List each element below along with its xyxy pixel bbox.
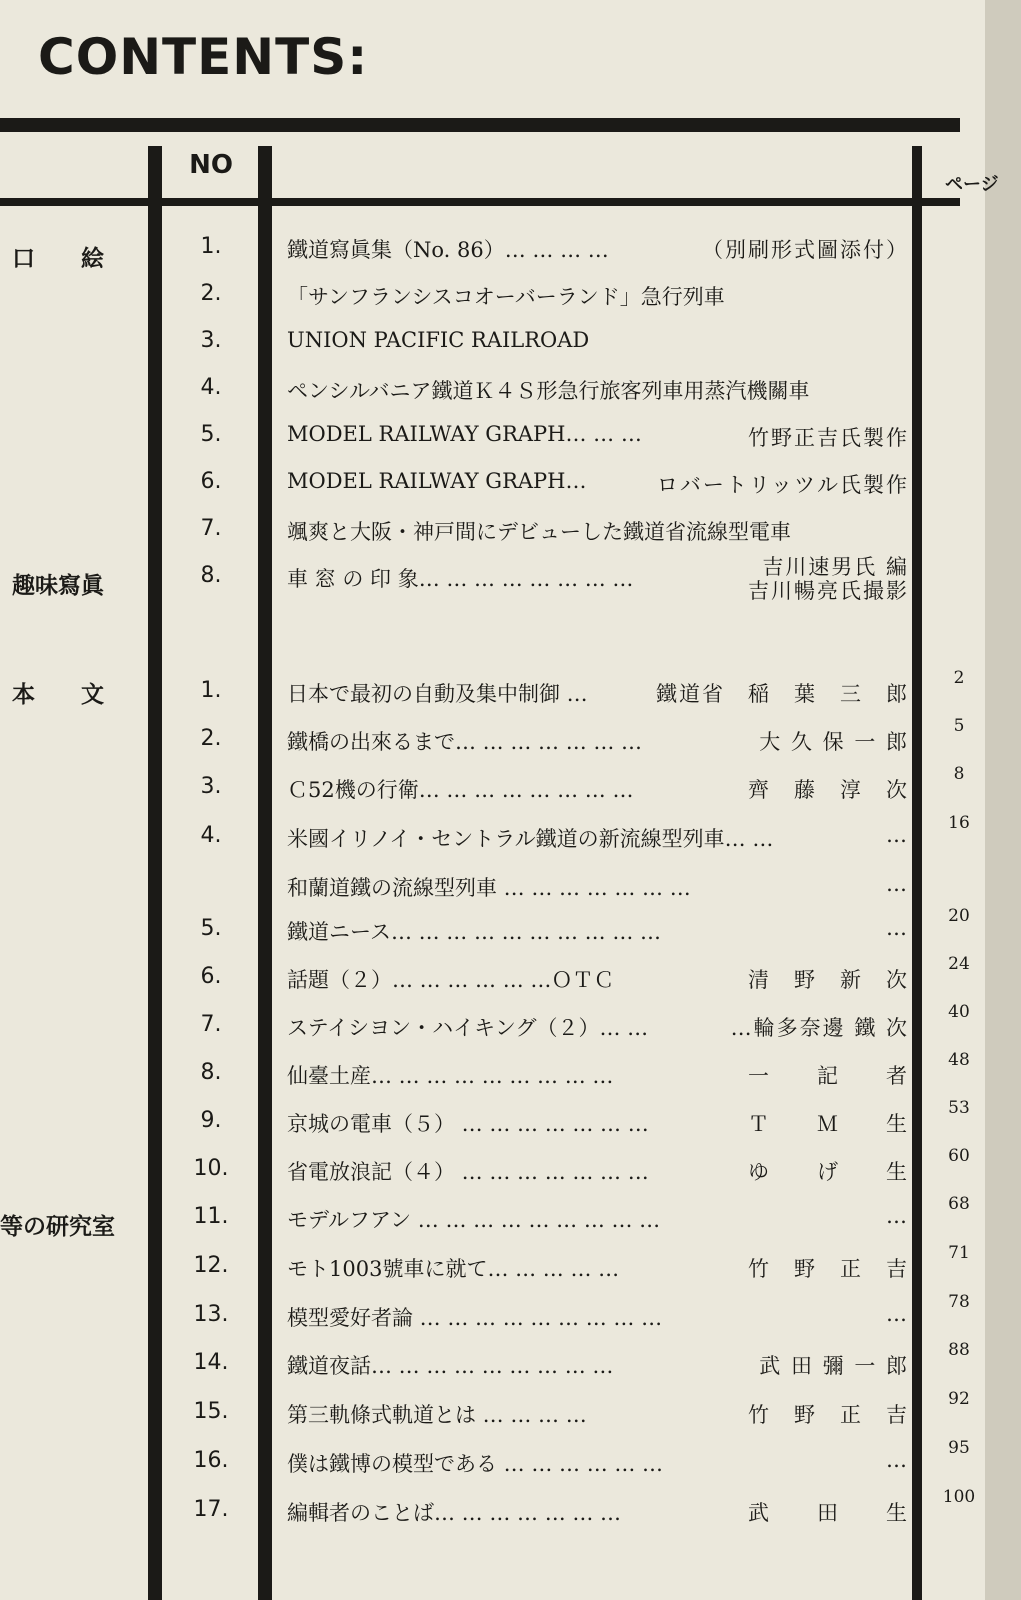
- item-author: 鐵道省 稲 葉 三 郎: [656, 682, 909, 706]
- item-number: 3.: [200, 328, 222, 353]
- item-number: 4.: [200, 375, 222, 400]
- table-row: [0, 1438, 985, 1482]
- item-author: …輪多奈邊 鐵 次: [730, 1016, 909, 1040]
- item-page: 78: [948, 1292, 970, 1312]
- list-item: [0, 510, 985, 550]
- item-author: ロバートリッツル氏製作: [656, 473, 909, 497]
- item-page: 20: [948, 906, 970, 926]
- item-number: 6.: [200, 964, 222, 989]
- item-number: 12.: [193, 1253, 229, 1278]
- item-title: モデルフアン … … … … … … … … …: [287, 1208, 661, 1232]
- item-page: 68: [948, 1194, 970, 1214]
- item-number: 5.: [200, 422, 222, 447]
- item-author: 吉川速男氏 編: [762, 555, 909, 579]
- table-row: [0, 1098, 985, 1142]
- item-title: 編輯者のことば… … … … … … …: [287, 1501, 622, 1525]
- item-title: 話題（２）… … … … … …ＯＴＣ: [287, 968, 615, 992]
- page-title: CONTENTS:: [38, 28, 369, 86]
- table-row: [0, 1002, 985, 1046]
- item-author: 一 記 者: [748, 1064, 909, 1088]
- item-number: 3.: [200, 774, 222, 799]
- section-shumi: 趣味寫眞: [12, 573, 104, 599]
- list-item: [0, 416, 985, 456]
- item-page: 92: [948, 1389, 970, 1409]
- item-title: Ｃ52機の行衛… … … … … … … …: [287, 778, 634, 802]
- item-title: 京城の電車（５） … … … … … … …: [287, 1112, 649, 1136]
- item-page: 95: [948, 1438, 970, 1458]
- item-author: …: [886, 1448, 909, 1472]
- item-number: 16.: [193, 1448, 229, 1473]
- table-row: [0, 906, 985, 950]
- item-title: 車 窓 の 印 象… … … … … … … …: [287, 567, 634, 591]
- item-author: 竹野正吉氏製作: [748, 426, 909, 450]
- table-row: [0, 1194, 985, 1238]
- section-kenkyu: 等の研究室: [0, 1214, 115, 1240]
- list-item: [0, 369, 985, 409]
- item-title: 省電放浪記（４） … … … … … … …: [287, 1160, 649, 1184]
- item-title: 鐵道ニース… … … … … … … … … …: [287, 920, 662, 944]
- header-bottom-rule: [0, 198, 960, 206]
- item-title: 僕は鐵博の模型である … … … … … …: [287, 1452, 664, 1476]
- table-row: [0, 1292, 985, 1336]
- item-number: 7.: [200, 1012, 222, 1037]
- item-page: 100: [942, 1487, 976, 1507]
- section-honbun: 本 文: [12, 682, 104, 708]
- header-no: NO: [189, 150, 233, 180]
- item-author: …: [886, 1204, 909, 1228]
- item-author: 武 田 彌 一 郎: [759, 1354, 909, 1378]
- table-row: [0, 866, 985, 906]
- table-row: [0, 1389, 985, 1433]
- item-page: 60: [948, 1146, 970, 1166]
- item-title: UNION PACIFIC RAILROAD: [287, 328, 590, 352]
- item-page: 71: [948, 1243, 970, 1263]
- item-author: 大 久 保 一 郎: [759, 730, 909, 754]
- item-number: 6.: [200, 469, 222, 494]
- table-row: [0, 716, 985, 760]
- item-title: 和蘭道鐵の流線型列車 … … … … … … …: [287, 876, 691, 900]
- item-author: 竹 野 正 吉: [748, 1257, 909, 1281]
- item-page: 40: [948, 1002, 970, 1022]
- item-photographer: 吉川暢亮氏撮影: [748, 579, 909, 603]
- item-title: 「サンフランシスコオーバーランド」急行列車: [287, 285, 725, 309]
- item-title: 鐵道寫眞集（No. 86）… … … …: [287, 238, 609, 262]
- item-title: ステイシヨン・ハイキング（２）… …: [287, 1016, 649, 1040]
- item-title: 第三軌條式軌道とは … … … …: [287, 1403, 587, 1427]
- item-number: 11.: [193, 1204, 229, 1229]
- top-thick-rule: [0, 118, 960, 132]
- table-row: [0, 1146, 985, 1190]
- list-item: [0, 463, 985, 503]
- item-author: …: [886, 916, 909, 940]
- item-page: 48: [948, 1050, 970, 1070]
- item-number: 7.: [200, 516, 222, 541]
- item-title: 日本で最初の自動及集中制御 …: [287, 682, 588, 706]
- table-row: [0, 813, 985, 857]
- table-row: [0, 1487, 985, 1531]
- table-row: [0, 764, 985, 808]
- item-number: 4.: [200, 823, 222, 848]
- item-number: 2.: [200, 726, 222, 751]
- item-title: 颯爽と大阪・神戸間にデビューした鐵道省流線型電車: [287, 520, 791, 544]
- item-title: ペンシルバニア鐵道Ｋ４Ｓ形急行旅客列車用蒸汽機關車: [287, 379, 810, 403]
- item-number: 14.: [193, 1350, 229, 1375]
- item-author: …: [886, 1302, 909, 1326]
- item-number: 8.: [200, 1060, 222, 1085]
- page-edge: [985, 0, 1021, 1600]
- item-number: 1.: [200, 234, 222, 259]
- item-title: MODEL RAILWAY GRAPH… … …: [287, 422, 642, 446]
- item-number: 10.: [193, 1156, 229, 1181]
- item-page: 5: [953, 716, 965, 736]
- item-author: …: [886, 872, 909, 896]
- item-number: 9.: [200, 1108, 222, 1133]
- item-title: モト1003號車に就て… … … … …: [287, 1257, 620, 1281]
- item-title: 仙臺土産… … … … … … … … …: [287, 1064, 614, 1088]
- item-page: 24: [948, 954, 970, 974]
- item-author: 齊 藤 淳 次: [748, 778, 909, 802]
- table-row: [0, 954, 985, 998]
- item-title: 模型愛好者論 … … … … … … … … …: [287, 1306, 663, 1330]
- item-title: 鐵橋の出來るまで… … … … … … …: [287, 730, 643, 754]
- item-author: Ｔ Ｍ 生: [748, 1112, 909, 1136]
- list-item: [0, 322, 985, 362]
- list-item: [0, 275, 985, 315]
- item-page: 2: [953, 668, 965, 688]
- item-author: 竹 野 正 吉: [748, 1403, 909, 1427]
- item-title: 鐵道夜話… … … … … … … … …: [287, 1354, 614, 1378]
- item-page: 16: [948, 813, 970, 833]
- section-kuchie: 口 絵: [12, 246, 104, 272]
- item-number: 8.: [200, 563, 222, 588]
- item-number: 15.: [193, 1399, 229, 1424]
- table-row: [0, 1340, 985, 1384]
- table-row: [0, 668, 985, 712]
- item-page: 8: [953, 764, 965, 784]
- item-author: 武 田 生: [748, 1501, 909, 1525]
- item-author: …: [886, 823, 909, 847]
- list-item: [0, 557, 985, 617]
- table-row: [0, 1243, 985, 1287]
- table-row: [0, 1050, 985, 1094]
- item-author: ゆ げ 生: [748, 1160, 909, 1184]
- item-number: 5.: [200, 916, 222, 941]
- item-number: 1.: [200, 678, 222, 703]
- header-page: ページ: [945, 174, 999, 195]
- item-number: 17.: [193, 1497, 229, 1522]
- item-page: 53: [948, 1098, 970, 1118]
- item-title: 米國イリノイ・セントラル鐵道の新流線型列車… …: [287, 827, 774, 851]
- list-item: [0, 228, 985, 268]
- item-number: 13.: [193, 1302, 229, 1327]
- item-author: （別刷形式圖添付）: [702, 238, 909, 262]
- item-author: 清 野 新 次: [748, 968, 909, 992]
- item-number: 2.: [200, 281, 222, 306]
- item-title: MODEL RAILWAY GRAPH…: [287, 469, 587, 493]
- item-page: 88: [948, 1340, 970, 1360]
